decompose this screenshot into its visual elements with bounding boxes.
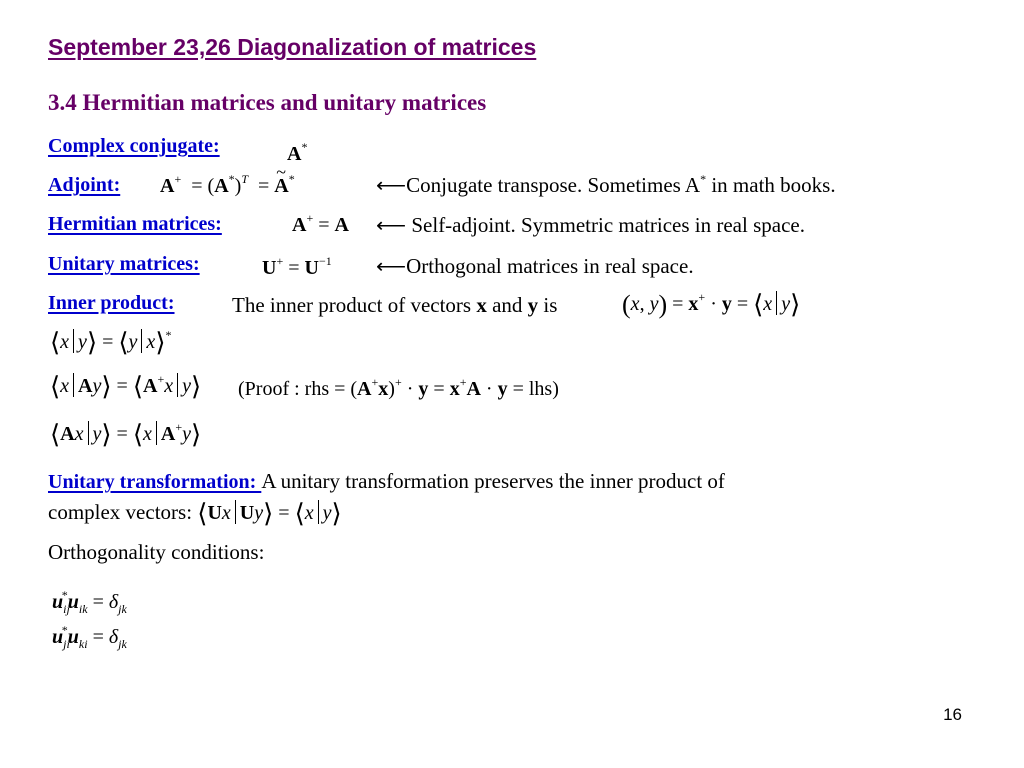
left-arrow-icon: ⟵ [376, 254, 407, 278]
conjugate-symmetry-formula: ⟨x y⟩ = ⟨y x⟩* [50, 328, 172, 357]
adjoint-inner-product-formula-2: ⟨Ax y⟩ = ⟨x A+y⟩ [50, 420, 202, 449]
hermitian-label: Hermitian matrices: [48, 213, 222, 235]
proof-open: (Proof : rhs = ( [238, 378, 358, 400]
adjoint-note-text: Conjugate transpose. Sometimes A [406, 173, 701, 197]
section-heading: 3.4 Hermitian matrices and unitary matrices [48, 90, 487, 115]
left-arrow-icon: ⟵ [376, 173, 407, 197]
adjoint-inner-product-formula: ⟨x Ay⟩ = ⟨A+x y⟩ [50, 372, 202, 401]
inner-product-text-c: is [538, 293, 558, 317]
unitary-transformation-row [48, 469, 725, 494]
inner-product-text-a: The inner product of vectors [232, 293, 477, 317]
adjoint-label: Adjoint: [48, 174, 121, 196]
adjoint-note: ⟵Conjugate transpose. Sometimes A* in math books. [376, 172, 836, 197]
unitary-label: Unitary matrices: [48, 253, 200, 275]
unitary-transformation-line2: complex vectors: ⟨Ux Uy⟩ = ⟨x y⟩ [48, 499, 342, 528]
slide-title: September 23,26 Diagonalization of matrices [48, 34, 537, 60]
unitary-note-text: Orthogonal matrices in real space. [406, 254, 694, 278]
proof-close: = lhs) [507, 378, 559, 400]
unitary-transformation-label: Unitary transformation: [48, 471, 262, 493]
inner-product-text-b: and [486, 293, 528, 317]
adjoint-note-text-end: in math books. [706, 173, 836, 197]
unitary-transformation-text-2: complex vectors: [48, 500, 198, 524]
proof-formula: (Proof : rhs = (A+x)+ · y = x+A · y = lhs) [238, 375, 559, 400]
inner-product-formula: (x, y) = x+ · y = ⟨x y⟩ [622, 290, 801, 319]
inner-product-text: The inner product of vectors x and y is [232, 293, 558, 317]
hermitian-formula: A+ = A [292, 211, 349, 236]
orthogonality-formula-2: $u_{ji}^*u_{ki} = \delta_{jk}$ [52, 623, 127, 651]
unitary-transformation-text: A unitary transformation preserves the inner product of [261, 469, 725, 493]
inner-product-label: Inner product: [48, 292, 175, 314]
unitary-formula: $U^+ = U^{-1}$ [262, 254, 332, 279]
left-arrow-icon: ⟵ [376, 213, 407, 237]
unitary-note [376, 254, 694, 279]
hermitian-note [376, 213, 805, 238]
page-number: 16 [943, 705, 962, 724]
orthogonality-heading: Orthogonality conditions: [48, 540, 265, 564]
orthogonality-formula-1: $u_{ij}^*u_{ik} = \delta_{jk}$ [52, 588, 127, 616]
hermitian-note-text: Self-adjoint. Symmetric matrices in real space. [411, 213, 805, 237]
complex-conjugate-label: Complex conjugate: [48, 135, 220, 157]
adjoint-formula: $A^+ = (A^*)^T$ = ~ A* [160, 172, 295, 198]
complex-conjugate-formula: A* [287, 140, 308, 165]
